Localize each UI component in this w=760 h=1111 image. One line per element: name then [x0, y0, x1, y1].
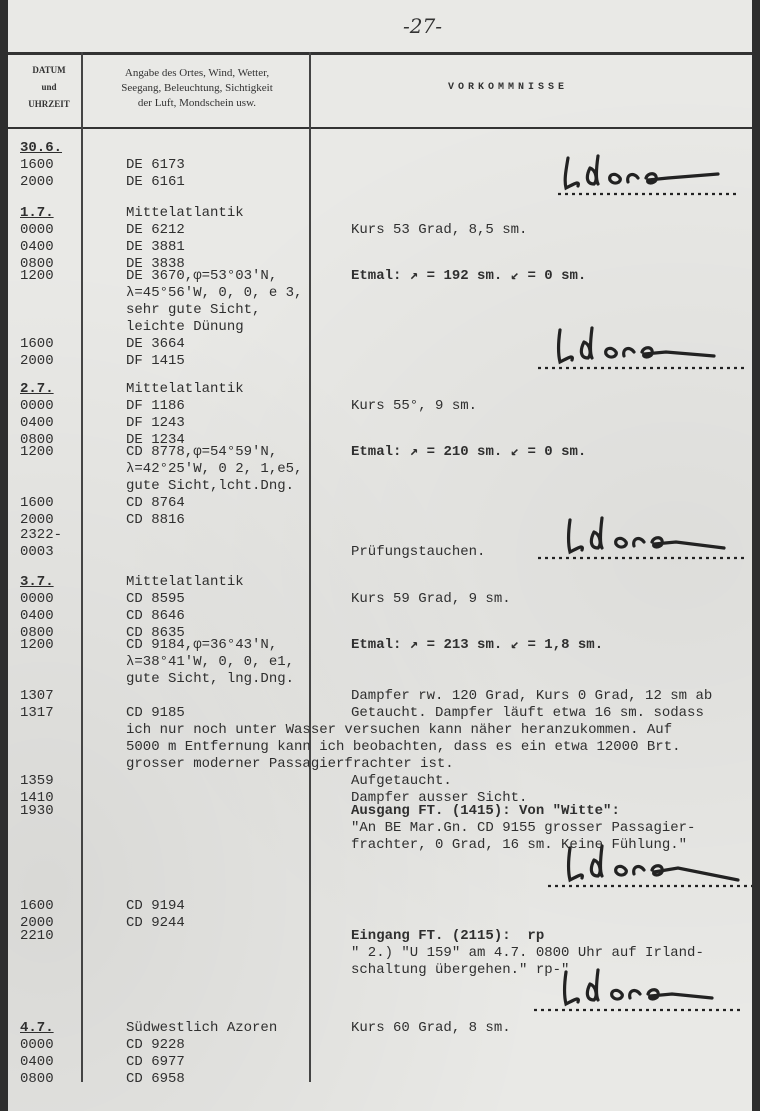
entry-time: 0800: [20, 432, 54, 448]
header-location-line1: Angabe des Ortes, Wind, Wetter,: [124, 67, 270, 79]
entry-location: DE 3670,φ=53°03'N,: [126, 268, 278, 284]
signature: [538, 150, 738, 198]
signature: [548, 514, 748, 562]
entry-time: 1317: [20, 705, 54, 721]
entry-date: 2.7.: [20, 381, 54, 397]
entry-location: DF 1243: [126, 415, 185, 431]
entry-location: CD 9244: [126, 915, 185, 931]
entry-time: 0000: [20, 222, 54, 238]
entry-time: 2000: [20, 353, 54, 369]
entry-time: 1200: [20, 637, 54, 653]
entry-location: λ=45°56'W, 0, 0, e 3,: [126, 285, 303, 301]
entry-time: 2210: [20, 928, 54, 944]
header-location-line2: Seegang, Beleuchtung, Sichtigkeit: [121, 82, 273, 94]
entry-time: 2000: [20, 915, 54, 931]
entry-location: DE 6161: [126, 174, 185, 190]
entry-location: DE 1234: [126, 432, 185, 448]
entry-location: CD 8646: [126, 608, 185, 624]
entry-event: "An BE Mar.Gn. CD 9155 grosser Passagier-: [351, 820, 696, 836]
entry-location: DE 3664: [126, 336, 185, 352]
entry-time: 1410: [20, 790, 54, 806]
entry-event: Dampfer ausser Sicht.: [351, 790, 528, 806]
entry-location: DF 1415: [126, 353, 185, 369]
logbook-page: [8, 0, 752, 1111]
entry-event: Dampfer rw. 120 Grad, Kurs 0 Grad, 12 sm ab: [351, 688, 713, 704]
entry-location: leichte Dünung: [126, 319, 244, 335]
entry-location: CD 9194: [126, 898, 185, 914]
page-number: -27-: [403, 14, 442, 38]
entry-location: gute Sicht, lng.Dng.: [126, 671, 295, 687]
entry-date: 1.7.: [20, 205, 54, 221]
entry-location: Mittelatlantik: [126, 205, 244, 221]
entry-time: 0800: [20, 256, 54, 272]
header-events: VORKOMMNISSE: [448, 82, 569, 93]
entry-time: 1359: [20, 773, 54, 789]
entry-location: λ=42°25'W, 0 2, 1,e5,: [126, 461, 303, 477]
entry-event: Etmal: ↗ = 210 sm. ↙ = 0 sm.: [351, 444, 587, 460]
entry-time: 0400: [20, 1054, 54, 1070]
entry-date: 3.7.: [20, 574, 54, 590]
header-date-time: [18, 62, 80, 113]
entry-event: Prüfungstauchen.: [351, 544, 486, 560]
entry-location: gute Sicht,lcht.Dng.: [126, 478, 295, 494]
entry-event-continuation: ich nur noch unter Wasser versuchen kann näher heranzukommen. Auf: [126, 722, 673, 738]
entry-event-continuation: grosser moderner Passagierfrachter ist.: [126, 756, 454, 772]
header-location-line3: der Luft, Mondschein usw.: [137, 97, 257, 109]
header-date-line3: UHRZEIT: [28, 99, 70, 109]
entry-event: frachter, 0 Grad, 16 sm. Keine Fühlung.": [351, 837, 688, 853]
entry-time: 0800: [20, 1071, 54, 1087]
entry-time: 0000: [20, 398, 54, 414]
entry-time: 0400: [20, 415, 54, 431]
entry-time: 2000: [20, 174, 54, 190]
entry-event: Ausgang FT. (1415): Von "Witte":: [351, 803, 620, 819]
column-divider-2: [309, 52, 311, 1082]
entry-location: DF 1186: [126, 398, 185, 414]
entry-time: 1930: [20, 803, 54, 819]
entry-location: DE 6212: [126, 222, 185, 238]
entry-time: 0003: [20, 544, 54, 560]
entry-event: schaltung übergehen." rp-": [351, 962, 570, 978]
entry-time: 1600: [20, 336, 54, 352]
entry-time: 1307: [20, 688, 54, 704]
header-date-line1: DATUM: [32, 65, 66, 75]
entry-location: Mittelatlantik: [126, 381, 244, 397]
entry-event: Getaucht. Dampfer läuft etwa 16 sm. sodass: [351, 705, 704, 721]
entry-time: 1600: [20, 495, 54, 511]
header-location-weather: [86, 66, 308, 111]
entry-location: CD 9185: [126, 705, 185, 721]
entry-time: 0800: [20, 625, 54, 641]
entry-location: CD 8778,φ=54°59'N,: [126, 444, 278, 460]
signature: [538, 324, 738, 372]
signature: [548, 842, 748, 890]
entry-location: DE 3881: [126, 239, 185, 255]
entry-event: Eingang FT. (2115): rp: [351, 928, 545, 944]
entry-event: Kurs 60 Grad, 8 sm.: [351, 1020, 511, 1036]
entry-location: CD 8595: [126, 591, 185, 607]
entry-date: 30.6.: [20, 140, 63, 156]
entry-time: 1200: [20, 444, 54, 460]
entry-location: DE 6173: [126, 157, 185, 173]
entry-time: 1600: [20, 157, 54, 173]
entry-location: DE 3838: [126, 256, 185, 272]
entry-location: CD 9184,φ=36°43'N,: [126, 637, 278, 653]
header-top-rule: [8, 52, 752, 55]
entry-location: Mittelatlantik: [126, 574, 244, 590]
entry-location: CD 6977: [126, 1054, 185, 1070]
entry-time: 1600: [20, 898, 54, 914]
entry-time: 0400: [20, 239, 54, 255]
column-divider-1: [81, 52, 83, 1082]
entry-time: 2000: [20, 512, 54, 528]
entry-location: CD 8635: [126, 625, 185, 641]
entry-time: 0400: [20, 608, 54, 624]
entry-location: Südwestlich Azoren: [126, 1020, 278, 1036]
entry-date: 4.7.: [20, 1020, 54, 1036]
entry-location: CD 9228: [126, 1037, 185, 1053]
entry-event-continuation: 5000 m Entfernung kann ich beobachten, dass es ein etwa 12000 Brt.: [126, 739, 681, 755]
entry-time: 0000: [20, 1037, 54, 1053]
entry-event: Aufgetaucht.: [351, 773, 452, 789]
entry-location: CD 8764: [126, 495, 185, 511]
entry-location: sehr gute Sicht,: [126, 302, 261, 318]
entry-event: Etmal: ↗ = 213 sm. ↙ = 1,8 sm.: [351, 637, 604, 653]
entry-location: CD 6958: [126, 1071, 185, 1087]
entry-event: " 2.) "U 159" am 4.7. 0800 Uhr auf Irland-: [351, 945, 704, 961]
header-bottom-rule: [8, 127, 752, 129]
signature: [544, 966, 744, 1014]
entry-time: 1200: [20, 268, 54, 284]
entry-event: Kurs 55°, 9 sm.: [351, 398, 478, 414]
header-date-line2: und: [41, 82, 57, 92]
entry-event: Kurs 59 Grad, 9 sm.: [351, 591, 511, 607]
entry-time: 0000: [20, 591, 54, 607]
entry-event: Etmal: ↗ = 192 sm. ↙ = 0 sm.: [351, 268, 587, 284]
entry-location: λ=38°41'W, 0, 0, e1,: [126, 654, 295, 670]
entry-event: Kurs 53 Grad, 8,5 sm.: [351, 222, 528, 238]
entry-location: CD 8816: [126, 512, 185, 528]
entry-time: 2322-: [20, 527, 63, 543]
